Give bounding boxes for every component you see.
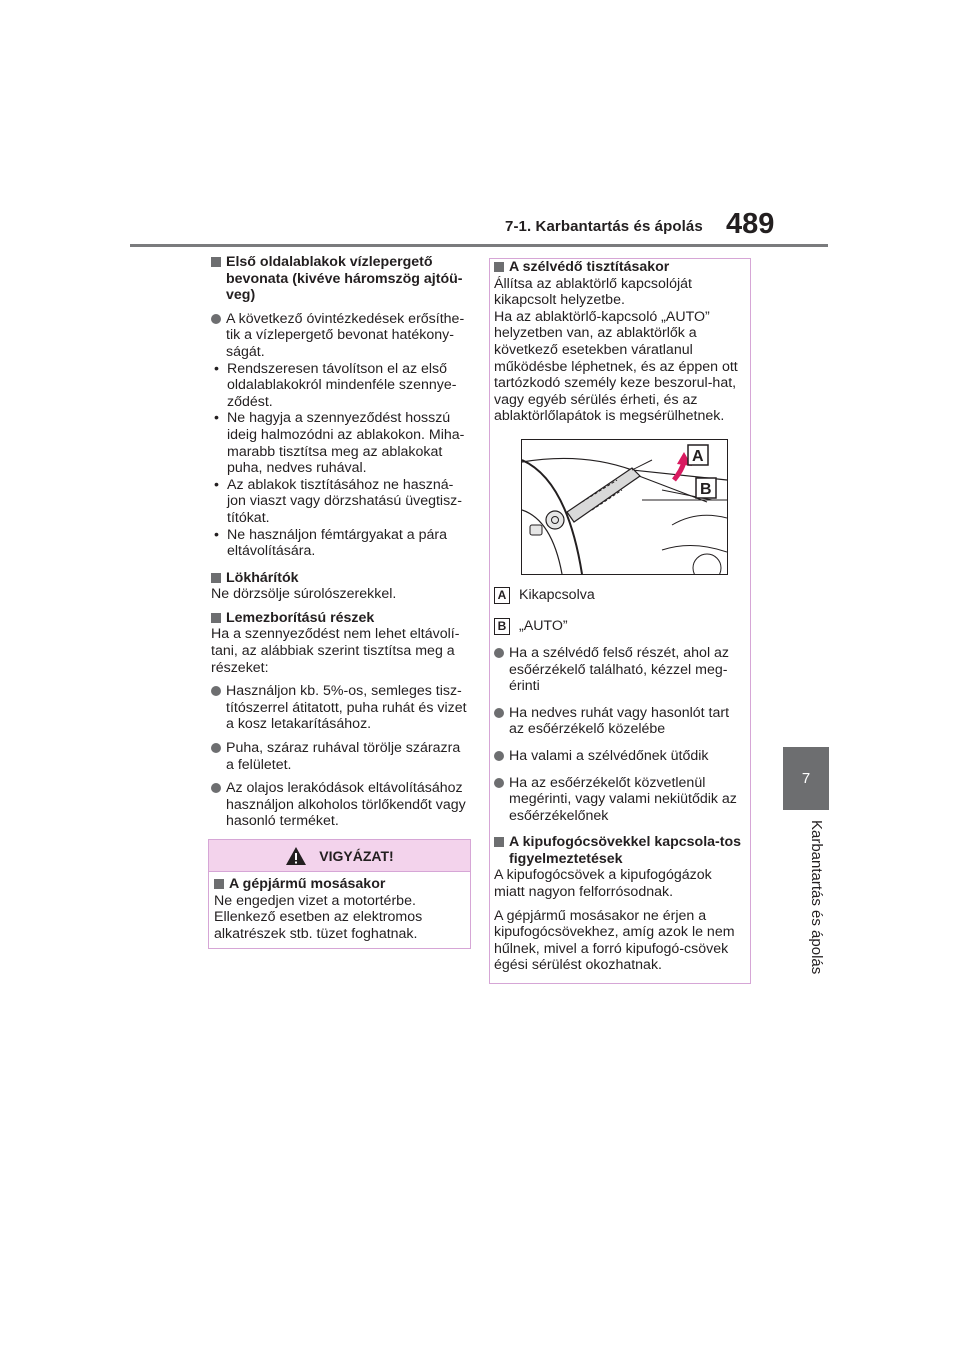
exhaust-text-2: A gépjármű mosásakor ne érjen a kipufogócsövekhez, amíg azok le nem hűlnek, mivel a forró kipufogó-csövek égési sérülést okozhatnak. (494, 907, 735, 974)
round-bullet-icon (211, 314, 221, 324)
figure-label-a: A (692, 447, 704, 465)
square-bullet-icon (494, 262, 504, 272)
list-item: A következő óvintézkedések erősíthe-tik a vízlepergető bevonat hatékony-ságát. (211, 311, 467, 361)
list-item: Az olajos lerakódások eltávolításához használjon alkoholos törlőkendőt vagy hasonló terméket. (211, 780, 467, 830)
chapter-side-label: Karbantartás és ápolás (808, 819, 825, 975)
list-item: Használjon kb. 5%-os, semleges tisz-títószerrel átitatott, puha ruhát és vizet a kosz letakarításához. (211, 683, 467, 733)
section-title: 7-1. Karbantartás és ápolás (505, 218, 703, 235)
round-bullet-icon (494, 751, 504, 761)
caution-box (208, 839, 471, 949)
square-bullet-icon (211, 613, 221, 623)
list-item: • Az ablakok tisztításához ne haszná-jon viaszt vagy dörzshatású üvegtisz-títókat. (214, 476, 462, 526)
caution-body (209, 872, 470, 946)
legend-mark-b: B (494, 618, 510, 635)
bumpers-text: Ne dörzsölje súrolószerekkel. (211, 586, 397, 603)
list-item: Ha az esőérzékelőt közvetlenül megérinti, vagy valami nekiütődik az esőérzékelőnek (494, 775, 744, 825)
left-column (211, 254, 467, 830)
list-item: • Ne használjon fémtárgyakat a pára eltávolítására. (214, 526, 448, 560)
heading-exhaust: A kipufogócsövekkel kapcsola-tos figyelmeztetések (494, 834, 744, 867)
wiper-switch-illustration (521, 439, 728, 575)
page-number: 489 (726, 208, 775, 240)
round-bullet-icon (211, 743, 221, 753)
list-item: Ha a szélvédő felső részét, ahol az esőérzékelő található, kézzel meg-érinti (494, 645, 744, 695)
list-item: • Ne hagyja a szennyeződést hosszú ideig halmozódni az ablakokon. Miha-marabb tisztítsa meg az ablakokat puha, nedves ruhával. (214, 410, 465, 477)
round-bullet-icon (211, 686, 221, 696)
right-column (490, 259, 744, 974)
list-item: • Rendszeresen távolítson el az első oldalablakokról mindenféle szennye-ződést. (214, 360, 457, 410)
round-bullet-icon (494, 778, 504, 788)
legend-item-a: A Kikapcsolva (494, 587, 744, 604)
round-bullet-icon (211, 783, 221, 793)
caution-text: Ne engedjen vizet a motortérbe. Ellenkező esetben az elektromos alkatrészek stb. tüzet foghatnak. (214, 892, 423, 942)
caution-header (209, 840, 470, 872)
plated-parts-text: Ha a szennyeződést nem lehet eltávolí-tani, az alábbiak szerint tisztítsa meg a részeket: (211, 626, 460, 676)
square-bullet-icon (214, 879, 224, 889)
round-bullet-icon (494, 648, 504, 658)
square-bullet-icon (211, 257, 221, 267)
legend-mark-a: A (494, 587, 510, 604)
figure-label-b: B (700, 480, 712, 498)
warning-triangle-icon (285, 846, 307, 866)
chapter-tab (783, 747, 829, 810)
heading-side-windows: Első oldalablakok vízlepergető bevonata (kivéve háromszög ajtóü-veg) (211, 254, 467, 304)
round-bullet-icon (494, 708, 504, 718)
heading-plated-parts: Lemezborítású részek (211, 610, 467, 627)
list-item: Ha nedves ruhát vagy hasonlót tart az esőérzékelő közelébe (494, 705, 744, 738)
heading-windshield: A szélvédő tisztításakor (494, 259, 744, 276)
caution-heading: A gépjármű mosásakor (214, 876, 465, 893)
legend-item-b: B „AUTO” (494, 618, 744, 635)
chapter-number: 7 (801, 770, 811, 787)
header-rule (130, 244, 828, 247)
list-item: Puha, száraz ruhával törölje szárazra a felületet. (211, 740, 467, 773)
windshield-text: Állítsa az ablaktörlő kapcsolóját kikapcsolt helyzetbe. Ha az ablaktörlő-kapcsoló „AUTO” helyzetben van, az ablaktörlők a következő esetekben váratlanul működésbe léphetnek, és az éppen ott tartózkodó személy keze beszorul-hat, vagy egyéb sérülés érheti, és az ablaktörlőlapátok is megsérülhetnek. (494, 275, 738, 425)
list-item: Ha valami a szélvédőnek ütődik (494, 748, 744, 765)
caution-title: VIGYÁZAT! (319, 847, 394, 864)
exhaust-text-1: A kipufogócsövek a kipufogógázok miatt nagyon felforrósodnak. (494, 867, 712, 901)
square-bullet-icon (211, 573, 221, 583)
square-bullet-icon (494, 837, 504, 847)
heading-bumpers: Lökhárítók (211, 570, 467, 587)
